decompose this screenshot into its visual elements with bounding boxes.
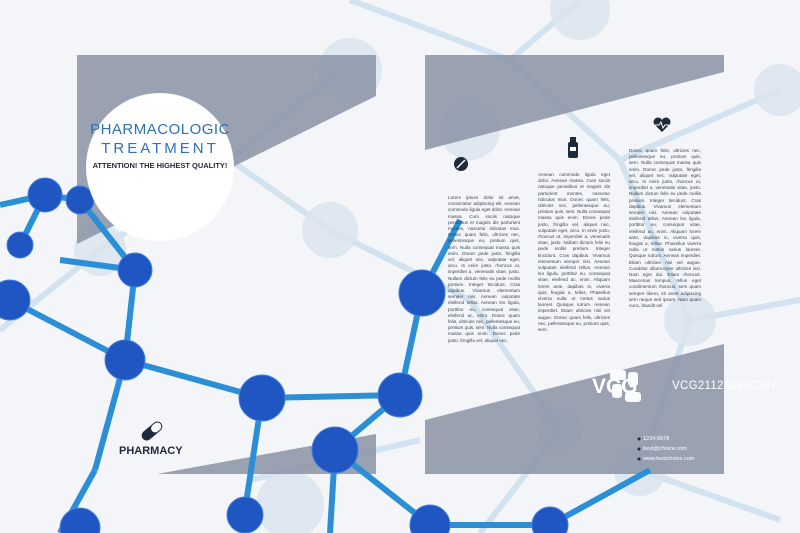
text-column-1: Lorem ipsum dolor sit amet, consectetur adipiscing elit. Aenean commodo ligula eget dolor. Aenean massa. Cum sociis natoque penatibus et magnis dis parturient montes, nascetur ridiculus mus. Donec quam felis, ultricies nec, pellentesque eu, pretium quis, sem. Nulla consequat massa quis enim. Donec pede justo, fringilla vel, aliquet nec, vulputate eget, arcu. In enim justo, rhoncus ut, imperdiet a, venenatis vitae, justo. Nullam dictum felis eu pede mollis pretium. Integer tincidunt. Cras dapibus. Vivamus elementum semper nisi. Aenean vulputate eleifend tellus. Aenean leo ligula, porttitor eu, consequat vitae, eleifend ac, enim. Donec quam felis, ultricies nec, pellentesque eu, pretium quis, sem. Nulla consequat massa quis enim. Donec pede justo, fringilla vel, aliquet nec. bbox=[448, 195, 520, 343]
contact-website: www.bestchoice.com bbox=[643, 456, 695, 462]
right-bottom-panel bbox=[425, 344, 724, 474]
pill-icon bbox=[454, 157, 468, 171]
watermark-brand: VCG bbox=[592, 375, 638, 398]
pharmacy-label: PHARMACY bbox=[119, 445, 183, 457]
contact-phone: 1234-5678 bbox=[643, 436, 670, 442]
text-column-3: Donec quam felis, ultricies nec, pellentesque eu, pretium quis, sem. Nulla consequat massa quis enim. Donec pede justo, fringilla vel, aliquet nec, vulputate eget, arcu. In enim justo, rhoncus ut, imperdiet a, venenatis vitae, justo. Nullam dictum felis eu pede mollis pretium. Integer tincidunt. Cras dapibus. Vivamus elementum semper nisi. Aenean vulputate eleifend tellus. Aenean leo ligula, porttitor eu, consequat vitae, eleifend ac, enim. Aliquam lorem ante, dapibus in, viverra quis, feugiat a, tellus. Phasellus viverra nulla ut metus varius laoreet. Quisque rutrum. Aenean imperdiet. Etiam ultricies nisi vel augue. Curabitur ullamcorper ultricies nisi. Nam eget dui. Etiam rhoncus. Maecenas tempus, tellus eget condimentum rhoncus, sem quam semper libero, sit amet adipiscing sem neque sed ipsum. Nam quam nunc, blandit vel. bbox=[629, 148, 701, 309]
contact-email: best@choice.com bbox=[643, 446, 687, 452]
watermark-code: VCG21124285030​7 bbox=[672, 380, 778, 392]
heart-pulse-icon bbox=[654, 118, 671, 132]
text-column-2: Aenean commodo ligula eget dolor. Aenean massa. Cum sociis natoque penatibus et magnis dis parturient montes, nascetur ridiculus mus. Donec quam felis, ultricies nec, pellentesque eu, pretium quis, sem. Nulla consequat massa quis enim. Donec pede justo, fringilla vel, aliquet nec, vulputate eget, arcu. In enim justo, rhoncus ut, imperdiet a, venenatis vitae, justo. Nullam dictum felis eu pede mollis pretium. Integer tincidunt. Cras dapibus. Vivamus elementum semper nisi. Aenean vulputate eleifend tellus. Aenean leo ligula, porttitor eu, consequat vitae, eleifend ac, enim. Aliquam lorem ante, dapibus in, viverra quis, feugiat a, tellus. Phasellus viverra nulla ut metus varius laoreet. Quisque rutrum. Aenean imperdiet. Etiam ultricies nisi vel augue. Donec quam felis, ultricies nec, pellentesque eu, pretium quis, sem. bbox=[538, 172, 610, 333]
title-line2: TREATMENT bbox=[101, 140, 219, 157]
bottle-icon bbox=[568, 137, 578, 158]
title-badge bbox=[86, 93, 234, 241]
capsule-icon bbox=[140, 419, 165, 442]
tagline: ATTENTION! THE HIGHEST QUALITY! bbox=[92, 161, 228, 170]
title-line1: PHARMACOLOGIC bbox=[90, 121, 230, 138]
